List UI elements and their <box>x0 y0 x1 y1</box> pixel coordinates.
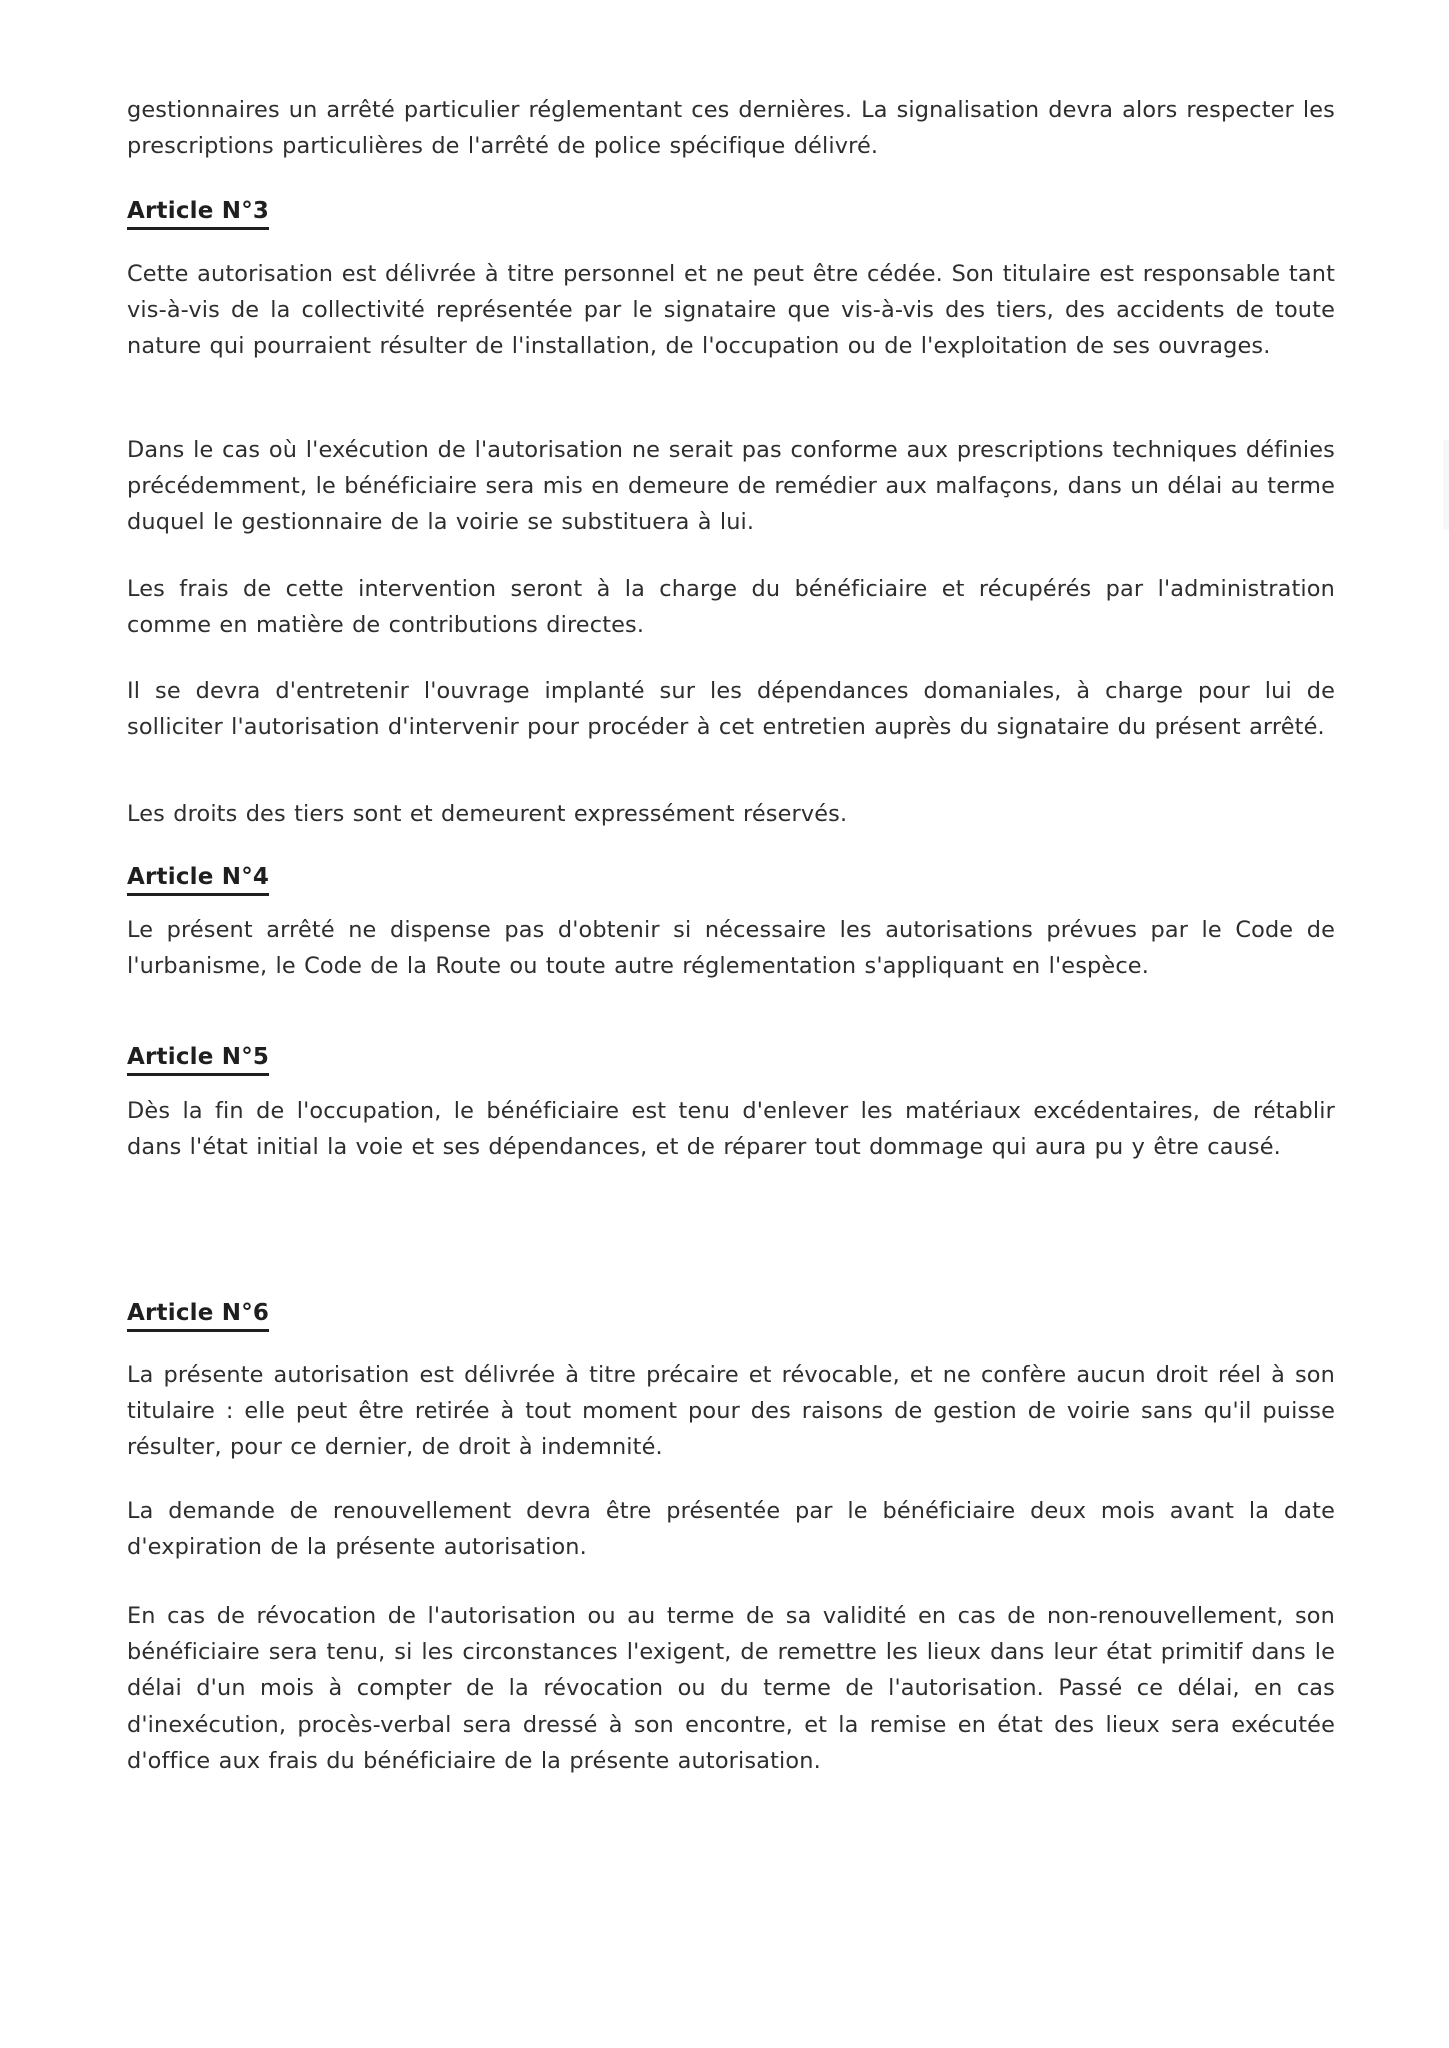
article-4-heading-wrap <box>127 862 1335 896</box>
paragraph: Dès la fin de l'occupation, le bénéficiaire est tenu d'enlever les matériaux excédentaires, de rétablir dans l'état initial la voie et ses dépendances, et de réparer tout dommage qui aura pu y être causé. <box>127 1098 1335 1161</box>
article-4-title: Article N°4 <box>127 862 269 896</box>
article-3-paragraph-4 <box>127 673 1335 745</box>
article-6-paragraph-2 <box>127 1493 1335 1565</box>
paragraph: Le présent arrêté ne dispense pas d'obtenir si nécessaire les autorisations prévues par le Code de l'urbanisme, le Code de la Route ou toute autre réglementation s'appliquant en l'espèce. <box>127 917 1335 980</box>
intro-paragraph: gestionnaires un arrêté particulier réglementant ces dernières. La signalisation devra alors respecter les prescriptions particulières de l'arrêté de police spécifique délivré. <box>127 97 1335 160</box>
article-3-paragraph-3 <box>127 571 1335 643</box>
paragraph: La demande de renouvellement devra être présentée par le bénéficiaire deux mois avant la date d'expiration de la présente autorisation. <box>127 1498 1335 1561</box>
article-6-title: Article N°6 <box>127 1298 269 1332</box>
article-3-paragraph-1 <box>127 256 1335 365</box>
article-5-heading-wrap <box>127 1042 1335 1076</box>
article-3-paragraph-5 <box>127 796 1335 832</box>
scan-edge-artifact <box>1443 440 1449 530</box>
paragraph: Les frais de cette intervention seront à la charge du bénéficiaire et récupérés par l'administration comme en matière de contributions directes. <box>127 576 1335 639</box>
article-3-title: Article N°3 <box>127 196 269 230</box>
paragraph: La présente autorisation est délivrée à titre précaire et révocable, et ne confère aucun droit réel à son titulaire : elle peut être retirée à tout moment pour des raisons de gestion de voirie sans qu'il puisse résulter, pour ce dernier, de droit à indemnité. <box>127 1362 1335 1461</box>
intro-section <box>127 92 1335 164</box>
paragraph: En cas de révocation de l'autorisation ou au terme de sa validité en cas de non-renouvellement, son bénéficiaire sera tenu, si les circonstances l'exigent, de remettre les lieux dans leur état primitif dans le délai d'un mois à compter de la révocation ou du terme de l'autorisation. Passé ce délai, en cas d'inexécution, procès-verbal sera dressé à son encontre, et la remise en état des lieux sera exécutée d'office aux frais du bénéficiaire de la présente autorisation. <box>127 1603 1335 1774</box>
article-5-paragraph-1 <box>127 1093 1335 1165</box>
article-6-paragraph-3 <box>127 1598 1335 1779</box>
article-4-paragraph-1 <box>127 912 1335 984</box>
article-6-heading-wrap <box>127 1298 1335 1332</box>
article-3-heading-wrap <box>127 196 1335 230</box>
article-5-title: Article N°5 <box>127 1042 269 1076</box>
article-3-paragraph-2 <box>127 432 1335 541</box>
paragraph: Cette autorisation est délivrée à titre personnel et ne peut être cédée. Son titulaire est responsable tant vis-à-vis de la collectivité représentée par le signataire que vis-à-vis des tiers, des accidents de toute nature qui pourraient résulter de l'installation, de l'occupation ou de l'exploitation de ses ouvrages. <box>127 261 1335 360</box>
article-6-paragraph-1 <box>127 1357 1335 1466</box>
paragraph: Il se devra d'entretenir l'ouvrage implanté sur les dépendances domaniales, à charge pour lui de solliciter l'autorisation d'intervenir pour procéder à cet entretien auprès du signataire du présent arrêté. <box>127 678 1335 741</box>
paragraph: Dans le cas où l'exécution de l'autorisation ne serait pas conforme aux prescriptions techniques définies précédemment, le bénéficiaire sera mis en demeure de remédier aux malfaçons, dans un délai au terme duquel le gestionnaire de la voirie se substituera à lui. <box>127 437 1335 536</box>
paragraph: Les droits des tiers sont et demeurent expressément réservés. <box>127 801 848 827</box>
